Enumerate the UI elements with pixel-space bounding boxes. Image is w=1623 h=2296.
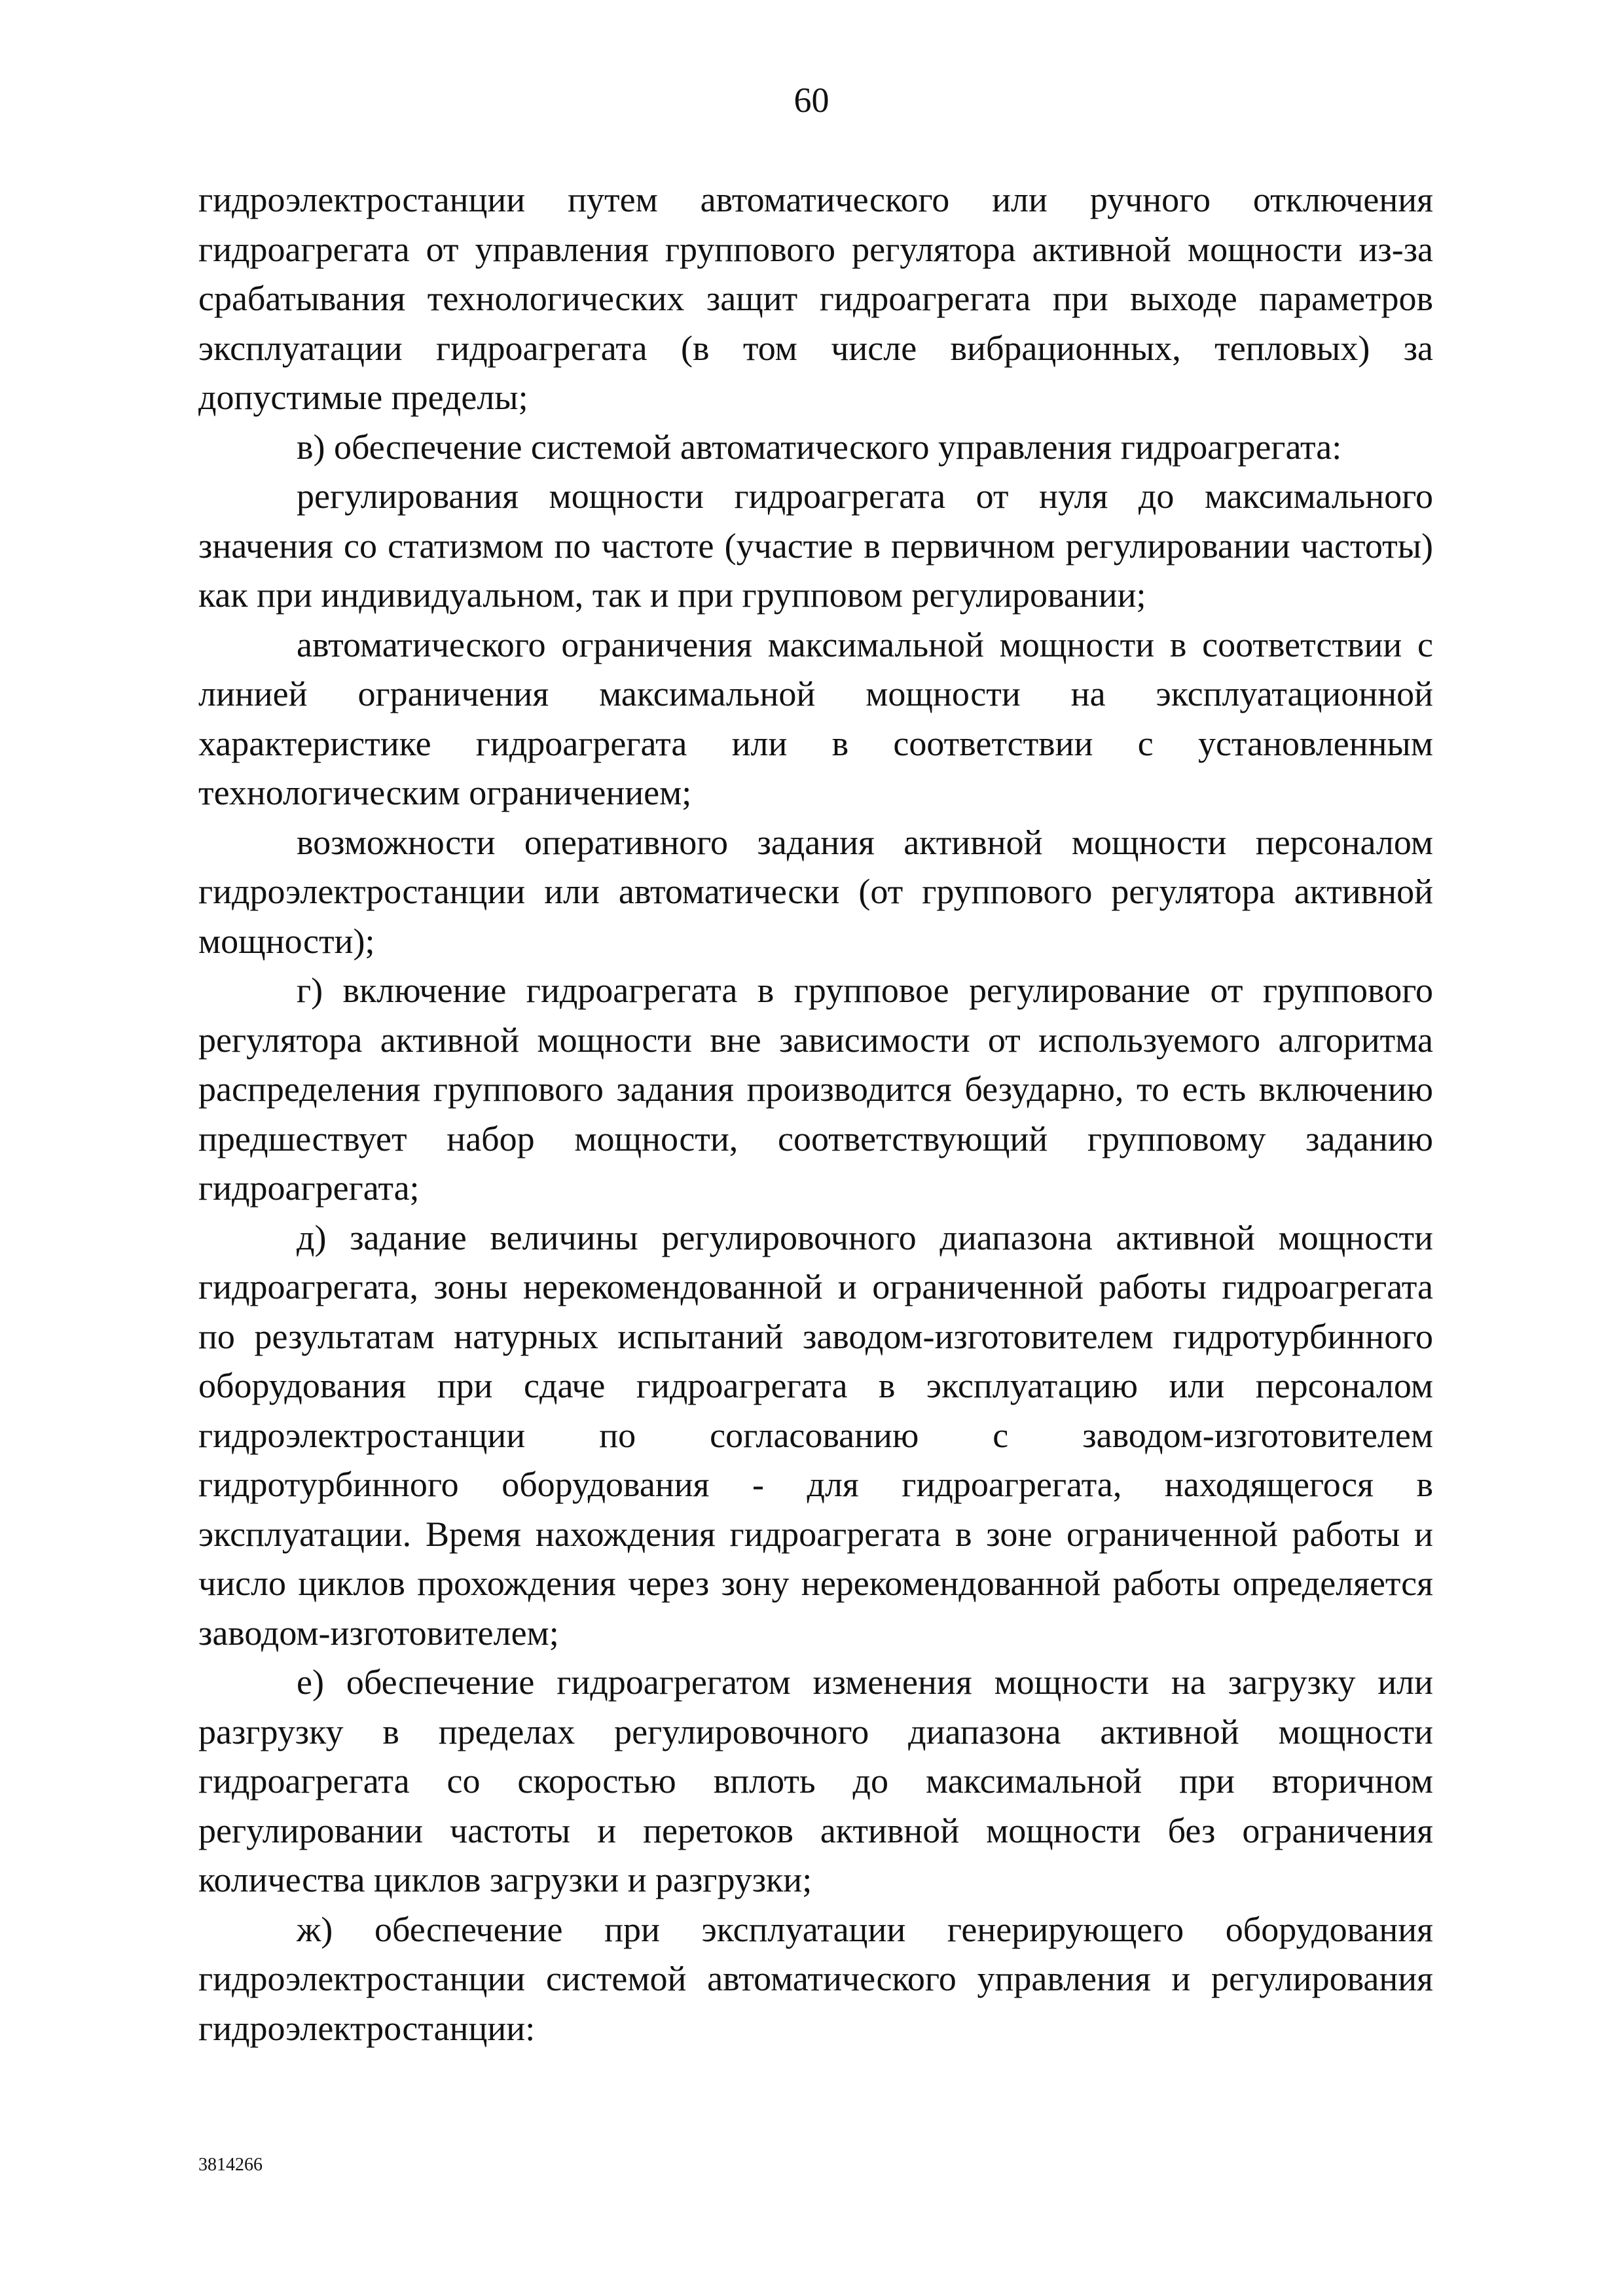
paragraph-item-v: в) обеспечение системой автоматического управления гидроагрегата: bbox=[297, 427, 1342, 467]
paragraph-item-zh: ж) обеспечение при эксплуатации генерирующего оборудования гидроэлектростанции системой автоматического управления и регулирования гидроэлектростанции: bbox=[198, 1909, 1433, 2048]
paragraph-item-e: е) обеспечение гидроагрегатом изменения мощности на загрузку или разгрузку в пределах регулировочного диапазона активной мощности гидроагрегата со скоростью вплоть до максимальной при вторичном регулировании частоты и перетоков активной мощности без ограничения количества циклов загрузки и разгрузки; bbox=[198, 1662, 1433, 1899]
paragraph-item-g: г) включение гидроагрегата в групповое регулирование от группового регулятора активной мощности вне зависимости от используемого алгоритма распределения группового задания производится безударно, то есть включению предшествует набор мощности, соответствующий групповому заданию гидроагрегата; bbox=[198, 971, 1433, 1208]
paragraph-continuation: гидроэлектростанции путем автоматического или ручного отключения гидроагрегата от управления группового регулятора активной мощности из-за срабатывания технологических защит гидроагрегата при выходе параметров эксплуатации гидроагрегата (в том числе вибрационных, тепловых) за допустимые пределы; bbox=[198, 180, 1433, 417]
paragraph-max-power-limit: автоматического ограничения максимальной мощности в соответствии с линией ограничения максимальной мощности на эксплуатационной характеристике гидроагрегата или в соответствии с установленным технологическим ограничением; bbox=[198, 624, 1433, 812]
document-code: 3814266 bbox=[198, 2155, 263, 2175]
document-body bbox=[198, 175, 1433, 2053]
paragraph-operational-setpoint: возможности оперативного задания активной мощности персоналом гидроэлектростанции или автоматически (от группового регулятора активной мощности); bbox=[198, 822, 1433, 961]
paragraph-power-regulation: регулирования мощности гидроагрегата от нуля до максимального значения со статизмом по частоте (участие в первичном регулировании частоты) как при индивидуальном, так и при групповом регулировании; bbox=[198, 476, 1433, 615]
paragraph-item-d: д) задание величины регулировочного диапазона активной мощности гидроагрегата, зоны нерекомендованной и ограниченной работы гидроагрегата по результатам натурных испытаний заводом-изготовителем гидротурбинного оборудования при сдаче гидроагрегата в эксплуатацию или персоналом гидроэлектростанции по согласованию с заводом-изготовителем гидротурбинного оборудования - для гидроагрегата, находящегося в эксплуатации. Время нахождения гидроагрегата в зоне ограниченной работы и число циклов прохождения через зону нерекомендованной работы определяется заводом-изготовителем; bbox=[198, 1217, 1433, 1653]
page-number: 60 bbox=[793, 81, 830, 120]
